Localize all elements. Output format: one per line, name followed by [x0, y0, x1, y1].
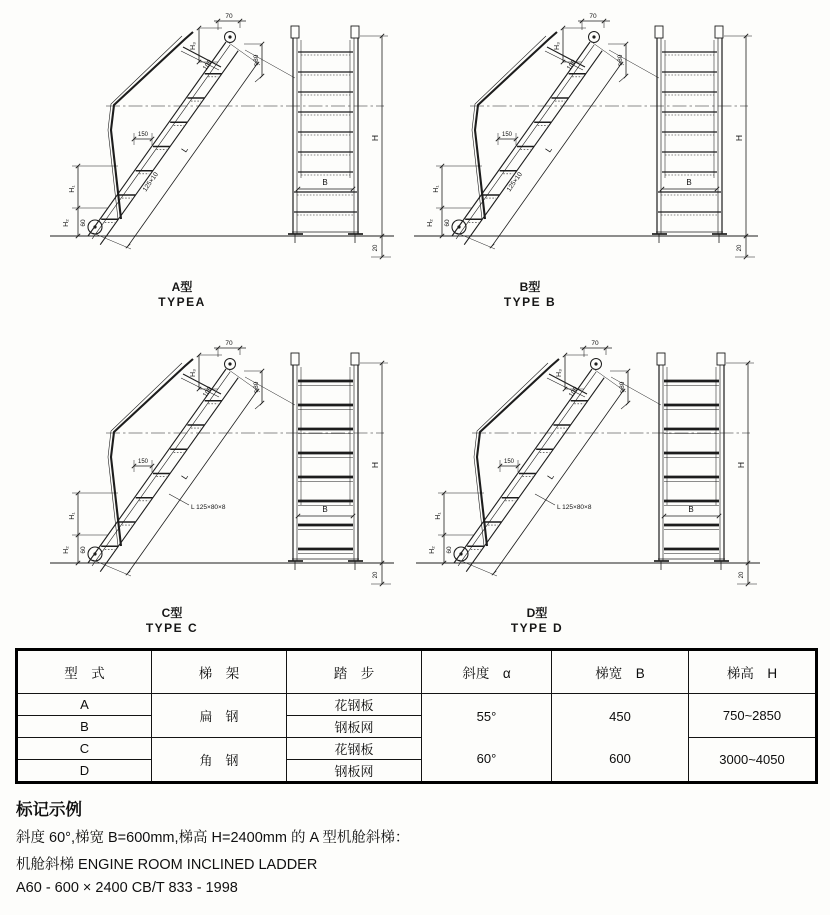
slope-60: 60°	[476, 751, 497, 766]
type-d-caption-cn: D型	[526, 606, 548, 620]
svg-text:≥80: ≥80	[617, 54, 624, 66]
svg-text:L 125×80×8: L 125×80×8	[191, 504, 226, 511]
svg-text:H₂: H₂	[429, 546, 436, 554]
svg-text:20: 20	[373, 244, 379, 252]
svg-text:H₁: H₁	[433, 185, 440, 193]
svg-text:150: 150	[501, 132, 513, 138]
svg-text:L: L	[179, 471, 190, 482]
type-a-caption-cn: A型	[171, 280, 193, 294]
svg-text:L 125×80×8: L 125×80×8	[557, 504, 592, 511]
svg-text:H: H	[370, 134, 380, 142]
svg-text:H₂: H₂	[63, 219, 70, 227]
notes-line1: 斜度 60°,梯宽 B=600mm,梯高 H=2400mm 的 A 型机舱斜梯：	[16, 830, 410, 846]
header-width: 梯宽 B	[552, 650, 689, 694]
svg-text:H₁: H₁	[435, 512, 442, 520]
type-d-drawing	[414, 333, 764, 595]
svg-text:L: L	[545, 471, 556, 482]
svg-text:H₃: H₃	[556, 369, 563, 377]
table-row	[17, 738, 817, 760]
svg-text:B: B	[322, 178, 328, 187]
header-height: 梯高 H	[689, 650, 817, 694]
svg-text:H₂: H₂	[427, 219, 434, 227]
svg-text:≥80: ≥80	[253, 381, 260, 393]
type-d-caption-en: TYPE D	[510, 621, 564, 635]
svg-text:H: H	[736, 461, 746, 469]
notes-line3: A60 - 600 × 2400 CB/T 833 - 1998	[16, 880, 238, 896]
cell-frame-angle: 角 钢	[152, 738, 287, 783]
svg-text:70: 70	[225, 340, 233, 347]
svg-text:100: 100	[565, 58, 578, 72]
type-b-drawing	[412, 6, 762, 268]
type-b-caption-en: TYPE B	[503, 295, 557, 309]
width-600: 600	[609, 751, 631, 766]
svg-text:150: 150	[503, 459, 515, 465]
type-b-caption-cn: B型	[519, 280, 541, 294]
type-a-drawing	[48, 6, 398, 268]
spec-table	[15, 648, 818, 784]
cell-slope	[422, 694, 552, 783]
table-header-row	[17, 650, 817, 694]
type-c-caption-cn: C型	[161, 606, 183, 620]
svg-text:125×10: 125×10	[505, 171, 524, 194]
cell-step-c: 花钢板	[287, 738, 422, 760]
spec-table-wrap	[15, 648, 815, 784]
svg-text:H₃: H₃	[190, 42, 197, 50]
svg-text:B: B	[322, 505, 328, 514]
svg-text:H₃: H₃	[554, 42, 561, 50]
svg-text:70: 70	[589, 13, 597, 20]
svg-text:L: L	[179, 144, 190, 155]
svg-text:100: 100	[201, 385, 214, 399]
svg-text:H: H	[734, 134, 744, 142]
cell-type-d: D	[17, 760, 152, 783]
header-step: 踏 步	[287, 650, 422, 694]
svg-text:70: 70	[225, 13, 233, 20]
type-c-drawing	[48, 333, 398, 595]
width-450: 450	[609, 709, 631, 724]
svg-text:20: 20	[373, 571, 379, 579]
notes-line2: 机舱斜梯 ENGINE ROOM INCLINED LADDER	[16, 857, 318, 873]
svg-text:H: H	[370, 461, 380, 469]
svg-text:L: L	[543, 144, 554, 155]
svg-text:B: B	[686, 178, 692, 187]
svg-text:≥80: ≥80	[619, 381, 626, 393]
header-frame: 梯 架	[152, 650, 287, 694]
type-c-caption	[32, 606, 312, 636]
svg-text:60: 60	[80, 546, 87, 554]
cell-height-ab: 750~2850	[689, 694, 817, 738]
svg-text:70: 70	[591, 340, 599, 347]
cell-frame-flat: 扁 钢	[152, 694, 287, 738]
svg-text:150: 150	[137, 132, 149, 138]
cell-step-d: 钢板网	[287, 760, 422, 783]
header-type: 型 式	[17, 650, 152, 694]
cell-type-b: B	[17, 716, 152, 738]
table-row	[17, 694, 817, 716]
type-b-caption	[390, 280, 670, 310]
svg-text:100: 100	[201, 58, 214, 72]
svg-text:B: B	[688, 505, 694, 514]
svg-text:100: 100	[567, 385, 580, 399]
notes-heading: 标记示例	[16, 801, 82, 819]
header-slope: 斜度 α	[422, 650, 552, 694]
svg-text:20: 20	[737, 244, 743, 252]
type-c-caption-en: TYPE C	[145, 621, 199, 635]
slope-55: 55°	[476, 709, 497, 724]
svg-text:60: 60	[444, 219, 451, 227]
type-a-caption	[42, 280, 322, 310]
svg-text:H₃: H₃	[190, 369, 197, 377]
svg-text:150: 150	[137, 459, 149, 465]
svg-text:H₁: H₁	[69, 512, 76, 520]
cell-type-a: A	[17, 694, 152, 716]
cell-height-cd: 3000~4050	[689, 738, 817, 783]
cell-step-a: 花钢板	[287, 694, 422, 716]
svg-text:20: 20	[739, 571, 745, 579]
cell-width	[552, 694, 689, 783]
cell-type-c: C	[17, 738, 152, 760]
svg-text:H₂: H₂	[63, 546, 70, 554]
type-a-caption-en: TYPEA	[158, 295, 206, 309]
svg-text:H₁: H₁	[69, 185, 76, 193]
type-d-caption	[397, 606, 677, 636]
svg-text:125×10: 125×10	[141, 171, 160, 194]
cell-step-b: 钢板网	[287, 716, 422, 738]
svg-text:60: 60	[446, 546, 453, 554]
svg-text:60: 60	[80, 219, 87, 227]
svg-text:≥80: ≥80	[253, 54, 260, 66]
